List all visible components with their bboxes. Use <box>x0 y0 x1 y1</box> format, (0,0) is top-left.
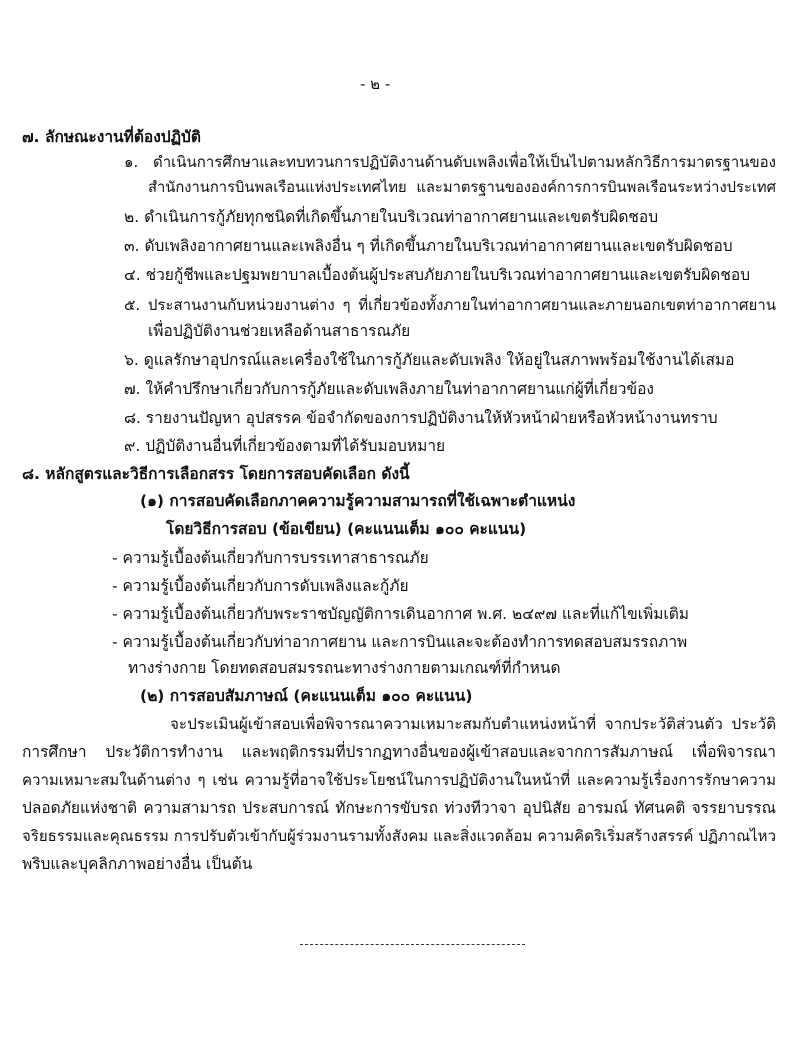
duty-item-8: ๘. รายงานปัญหา อุปสรรค ข้อจำกัดของการปฏิบัติงานให้หัวหน้าฝ่ายหรือหัวหน้างานทราบ <box>124 409 718 427</box>
section-8-heading: ๘. หลักสูตรและวิธีการเลือกสรร โดยการสอบคัดเลือก ดังนี้ <box>22 465 410 483</box>
duty-item-7: ๗. ให้คำปรึกษาเกี่ยวกับการกู้ภัยและดับเพลิงภายในท่าอากาศยานแก่ผู้ที่เกี่ยวข้อง <box>124 380 654 398</box>
written-exam-subtitle: โดยวิธีการสอบ (ข้อเขียน) (คะแนนเต็ม ๑๐๐ คะแนน) <box>166 520 527 538</box>
interview-paragraph-line-6: พริบและบุคลิกภาพอย่างอื่น เป็นต้น <box>22 855 253 873</box>
interview-title: (๒) การสอบสัมภาษณ์ (คะแนนเต็ม ๑๐๐ คะแนน) <box>140 687 473 705</box>
end-divider <box>300 944 525 945</box>
duty-item-1: ๑. ดำเนินการศึกษาและทบทวนการปฏิบัติงานด้านดับเพลิงเพื่อให้เป็นไปตามหลักวิธีการมาตรฐานของ <box>124 153 776 171</box>
duty-item-5-cont: เพื่อปฏิบัติงานช่วยเหลือด้านสาธารณภัย <box>148 322 411 340</box>
exam-topic-3: - ความรู้เบื้องต้นเกี่ยวกับพระราชบัญญัติการเดินอากาศ พ.ศ. ๒๔๙๗ และที่แก้ไขเพิ่มเติม <box>112 605 690 623</box>
section-7-heading: ๗. ลักษณะงานที่ต้องปฏิบัติ <box>22 128 201 146</box>
duty-item-6: ๖. ดูแลรักษาอุปกรณ์และเครื่องใช้ในการกู้ภัยและดับเพลิง ให้อยู่ในสภาพพร้อมใช้งานได้เสมอ <box>124 351 735 369</box>
duty-item-1-cont: สำนักงานการบินพลเรือนแห่งประเทศไทย และมาตรฐานขององค์การการบินพลเรือนระหว่างประเทศ <box>148 179 776 196</box>
interview-paragraph-line-3: ความเหมาะสมในด้านต่าง ๆ เช่น ความรู้ที่อาจใช้ประโยชน์ในการปฏิบัติงานในหน้าที่ และความรู้เรื่องการรักษาความ <box>22 771 776 789</box>
exam-topic-2: - ความรู้เบื้องต้นเกี่ยวกับการดับเพลิงและกู้ภัย <box>112 577 409 595</box>
duty-item-4: ๔. ช่วยกู้ชีพและปฐมพยาบาลเบื้องต้นผู้ประสบภัยภายในบริเวณท่าอากาศยานและเขตรับผิดชอบ <box>124 266 751 284</box>
written-exam-title: (๑) การสอบคัดเลือกภาคความรู้ความสามารถที่ใช้เฉพาะตำแหน่ง <box>140 492 576 510</box>
duty-item-3: ๓. ดับเพลิงอากาศยานและเพลิงอื่น ๆ ที่เกิดขึ้นภายในบริเวณท่าอากาศยานและเขตรับผิดชอบ <box>124 237 733 255</box>
exam-topic-4-cont: ทางร่างกาย โดยทดสอบสมรรถนะทางร่างกายตามเกณฑ์ที่กำหนด <box>128 659 561 677</box>
exam-topic-4: - ความรู้เบื้องต้นเกี่ยวกับท่าอากาศยาน และการบินและจะต้องทำการทดสอบสมรรถภาพ <box>112 633 688 651</box>
exam-topic-1: - ความรู้เบื้องต้นเกี่ยวกับการบรรเทาสาธารณภัย <box>112 549 429 567</box>
interview-paragraph-line-2: การศึกษา ประวัติการทำงาน และพฤติกรรมที่ปรากฏทางอื่นของผู้เข้าสอบและจากการสัมภาษณ์ เพื่อพิจารณา <box>22 743 776 761</box>
interview-paragraph-line-1: จะประเมินผู้เข้าสอบเพื่อพิจารณาความเหมาะสมกับตำแหน่งหน้าที่ จากประวัติส่วนตัว ประวัติ <box>170 715 776 733</box>
duty-item-9: ๙. ปฏิบัติงานอื่นที่เกี่ยวข้องตามที่ได้รับมอบหมาย <box>124 437 446 455</box>
interview-paragraph-line-4: ปลอดภัยแห่งชาติ ความสามารถ ประสบการณ์ ทักษะการขับรถ ท่วงทีวาจา อุปนิสัย อารมณ์ ทัศนคติ จรรยาบรรณ <box>22 799 776 817</box>
page-number: - ๒ - <box>360 75 391 93</box>
duty-item-2: ๒. ดำเนินการกู้ภัยทุกชนิดที่เกิดขึ้นภายในบริเวณท่าอากาศยานและเขตรับผิดชอบ <box>124 208 659 226</box>
duty-item-5: ๕. ประสานงานกับหน่วยงานต่าง ๆ ที่เกี่ยวข้องทั้งภายในท่าอากาศยานและภายนอกเขตท่าอากาศยาน <box>124 296 776 314</box>
interview-paragraph-line-5: จริยธรรมและคุณธรรม การปรับตัวเข้ากับผู้ร่วมงานรามทั้งสังคม และสิ่งแวดล้อม ความคิดริเริ่มสร้างสรรค์ ปฏิภาณไหว <box>22 827 776 845</box>
